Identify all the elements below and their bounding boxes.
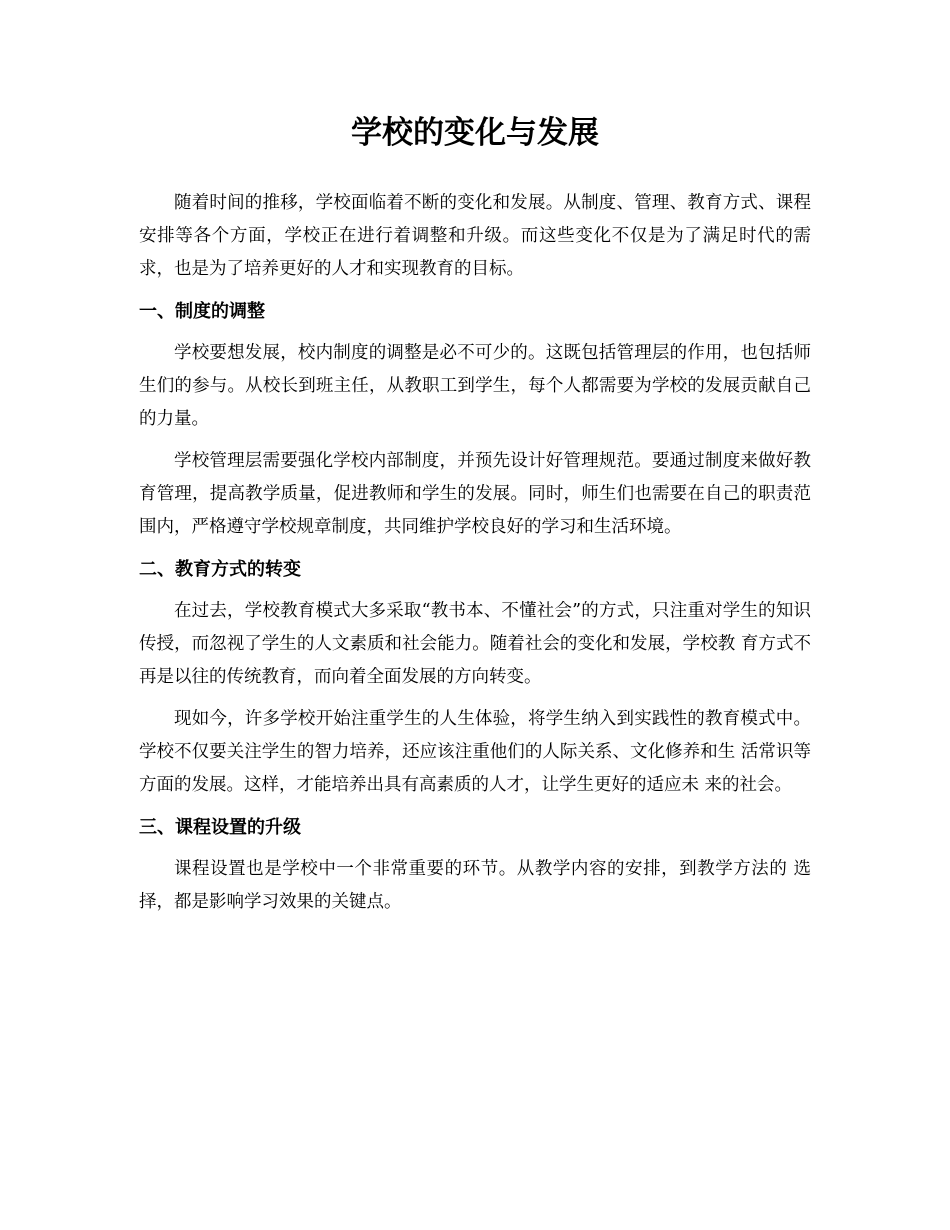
body-paragraph: 学校要想发展，校内制度的调整是必不可少的。这既包括管理层的作用，也包括师生们的参与。从校长到班主任，从教职工到学生，每个人都需要为学校的发展贡献自己的力量。	[139, 343, 811, 429]
document-title: 学校的变化与发展	[351, 115, 599, 151]
document-body	[139, 187, 811, 919]
body-paragraph: 在过去，学校教育模式大多采取“教书本、不懂社会”的方式，只注重对学生的知识传授，而忽视了学生的人文素质和社会能力。随着社会的变化和发展，学校教 育方式不再是以往的传统教育，而向着全面发展的方向转变。	[139, 601, 811, 687]
body-paragraph: 现如今，许多学校开始注重学生的人生体验，将学生纳入到实践性的教育模式中。学校不仅要关注学生的智力培养，还应该注重他们的人际关系、文化修养和生 活常识等方面的发展。这样，才能培养出具有高素质的人才，让学生更好的适应未 来的社会。	[139, 709, 811, 795]
body-paragraph: 学校管理层需要强化学校内部制度，并预先设计好管理规范。要通过制度来做好教育管理，提高教学质量，促进教师和学生的发展。同时，师生们也需要在自己的职责范围内，严格遵守学校规章制度，共同维护学校良好的学习和生活环境。	[139, 451, 811, 537]
intro-paragraph: 随着时间的推移，学校面临着不断的变化和发展。从制度、管理、教育方式、课程安排等各个方面，学校正在进行着调整和升级。而这些变化不仅是为了满足时代的需求，也是为了培养更好的人才和实现教育的目标。	[139, 193, 811, 279]
body-paragraph: 课程设置也是学校中一个非常重要的环节。从教学内容的安排，到教学方法的 选择，都是影响学习效果的关键点。	[139, 859, 811, 912]
section-heading-institution: 一、制度的调整	[139, 301, 265, 322]
section-heading-curriculum: 三、课程设置的升级	[139, 817, 301, 838]
section-heading-education-method: 二、教育方式的转变	[139, 559, 301, 580]
